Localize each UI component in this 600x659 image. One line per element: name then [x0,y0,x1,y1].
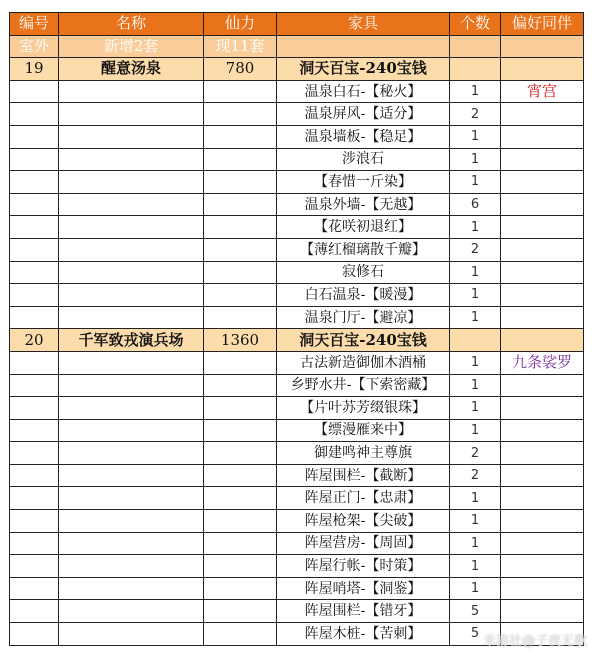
header-count: 个数 [450,13,501,36]
name-cell [59,238,204,261]
subheader-power: 现11套 [204,35,277,58]
table-row [10,510,584,533]
furniture-qty: 1 [450,351,501,374]
subheader-empty [277,35,450,58]
furniture-qty: 1 [450,148,501,171]
table-row [10,261,584,284]
partner-cell [501,238,584,261]
furniture-item: 御建鸣神主尊旗 [277,442,450,465]
group-furniture: 洞天百宝-240宝钱 [277,58,450,81]
power-cell [204,306,277,329]
furniture-item: 温泉门厅-【避凉】 [277,306,450,329]
power-cell [204,464,277,487]
header-partner: 偏好同伴 [501,13,584,36]
furniture-item: 乡野水井-【下索密藏】 [277,374,450,397]
table-row [10,284,584,307]
furniture-item: 阵屋围栏-【截断】 [277,464,450,487]
group-partner-empty [501,58,584,81]
name-cell [59,103,204,126]
partner-cell [501,261,584,284]
partner-name: 宵宫 [501,80,584,103]
table-row [10,216,584,239]
power-cell [204,238,277,261]
id-cell [10,193,59,216]
partner-cell [501,193,584,216]
group-partner-empty [501,329,584,352]
furniture-qty: 2 [450,103,501,126]
furniture-item: 温泉屏风-【适分】 [277,103,450,126]
furniture-item: 【片叶苏芳缀银珠】 [277,397,450,420]
header-furniture: 家具 [277,13,450,36]
table-row [10,238,584,261]
name-cell [59,261,204,284]
power-cell [204,623,277,646]
id-cell [10,80,59,103]
partner-cell [501,464,584,487]
partner-cell [501,487,584,510]
partner-cell [501,397,584,420]
subheader-empty [450,35,501,58]
name-cell [59,600,204,623]
furniture-qty: 2 [450,464,501,487]
table-row [10,487,584,510]
table-row [10,103,584,126]
watermark: 米游社@子夜无歌 [482,634,587,649]
id-cell [10,103,59,126]
furniture-item: 阵屋木桩-【苦刺】 [277,623,450,646]
table-row [10,351,584,374]
power-cell [204,351,277,374]
furniture-table [9,12,584,646]
partner-cell [501,419,584,442]
name-cell [59,80,204,103]
furniture-qty: 1 [450,532,501,555]
furniture-qty: 1 [450,216,501,239]
partner-cell [501,510,584,533]
name-cell [59,464,204,487]
subheader-name: 新增2套 [59,35,204,58]
partner-cell [501,600,584,623]
furniture-qty: 1 [450,284,501,307]
name-cell [59,397,204,420]
furniture-qty: 5 [450,600,501,623]
id-cell [10,306,59,329]
table-row [10,577,584,600]
furniture-item: 阵屋行帐-【时策】 [277,555,450,578]
partner-cell [501,442,584,465]
furniture-qty: 1 [450,577,501,600]
power-cell [204,125,277,148]
furniture-qty: 1 [450,374,501,397]
power-cell [204,600,277,623]
table-row [10,125,584,148]
table-row [10,80,584,103]
power-cell [204,103,277,126]
power-cell [204,374,277,397]
name-cell [59,216,204,239]
partner-cell [501,532,584,555]
furniture-table-body [10,13,584,646]
furniture-item: 【薄红榴璃散千瓣】 [277,238,450,261]
furniture-qty: 1 [450,261,501,284]
table-row [10,464,584,487]
power-cell [204,284,277,307]
name-cell [59,125,204,148]
name-cell [59,374,204,397]
table-row [10,374,584,397]
subheader-id: 室外 [10,35,59,58]
furniture-item: 温泉墙板-【稳足】 [277,125,450,148]
id-cell [10,216,59,239]
furniture-item: 阵屋营房-【周固】 [277,532,450,555]
header-power: 仙力 [204,13,277,36]
power-cell [204,397,277,420]
table-row [10,397,584,420]
table-row [10,532,584,555]
table-row [10,442,584,465]
group-id: 19 [10,58,59,81]
power-cell [204,216,277,239]
partner-cell [501,171,584,194]
subheader-empty [501,35,584,58]
name-cell [59,171,204,194]
id-cell [10,284,59,307]
group-count-empty [450,58,501,81]
name-cell [59,487,204,510]
power-cell [204,193,277,216]
partner-cell [501,103,584,126]
table-row [10,171,584,194]
furniture-item: 阵屋围栏-【错牙】 [277,600,450,623]
group-row [10,329,584,352]
power-cell [204,532,277,555]
id-cell [10,171,59,194]
furniture-qty: 1 [450,419,501,442]
power-cell [204,148,277,171]
table-row [10,419,584,442]
name-cell [59,442,204,465]
name-cell [59,419,204,442]
furniture-item: 温泉白石-【秘火】 [277,80,450,103]
furniture-item: 古法新造御伽木酒桶 [277,351,450,374]
name-cell [59,284,204,307]
furniture-qty: 6 [450,193,501,216]
partner-cell [501,148,584,171]
power-cell [204,80,277,103]
partner-cell [501,284,584,307]
furniture-qty: 1 [450,125,501,148]
header-name: 名称 [59,13,204,36]
id-cell [10,510,59,533]
name-cell [59,306,204,329]
furniture-item: 【缥漫雁来中】 [277,419,450,442]
id-cell [10,555,59,578]
power-cell [204,261,277,284]
table-row [10,193,584,216]
furniture-qty: 1 [450,510,501,533]
name-cell [59,623,204,646]
id-cell [10,397,59,420]
name-cell [59,148,204,171]
partner-cell [501,555,584,578]
furniture-qty: 2 [450,238,501,261]
furniture-qty: 1 [450,555,501,578]
table-row [10,306,584,329]
group-furniture: 洞天百宝-240宝钱 [277,329,450,352]
subheader-row [10,35,584,58]
group-row [10,58,584,81]
group-power: 1360 [204,329,277,352]
table-row [10,600,584,623]
partner-cell [501,125,584,148]
power-cell [204,555,277,578]
id-cell [10,442,59,465]
name-cell [59,351,204,374]
name-cell [59,510,204,533]
power-cell [204,419,277,442]
id-cell [10,623,59,646]
id-cell [10,487,59,510]
furniture-qty: 1 [450,171,501,194]
furniture-item: 阵屋哨塔-【洞鉴】 [277,577,450,600]
id-cell [10,600,59,623]
partner-cell [501,306,584,329]
id-cell [10,148,59,171]
header-id: 编号 [10,13,59,36]
id-cell [10,238,59,261]
furniture-qty: 1 [450,306,501,329]
furniture-qty: 2 [450,442,501,465]
id-cell [10,577,59,600]
name-cell [59,193,204,216]
furniture-item: 白石温泉-【暖漫】 [277,284,450,307]
power-cell [204,577,277,600]
name-cell [59,555,204,578]
furniture-item: 【春惜一斤染】 [277,171,450,194]
power-cell [204,442,277,465]
furniture-item: 温泉外墙-【无越】 [277,193,450,216]
id-cell [10,464,59,487]
furniture-item: 【花咲初退红】 [277,216,450,239]
id-cell [10,419,59,442]
id-cell [10,374,59,397]
partner-cell [501,216,584,239]
name-cell [59,532,204,555]
table-row [10,555,584,578]
furniture-item: 寂修石 [277,261,450,284]
id-cell [10,532,59,555]
furniture-qty: 1 [450,80,501,103]
header-row [10,13,584,36]
partner-name: 九条裟罗 [501,351,584,374]
id-cell [10,261,59,284]
group-id: 20 [10,329,59,352]
furniture-qty: 1 [450,487,501,510]
furniture-item: 涉浪石 [277,148,450,171]
name-cell [59,577,204,600]
power-cell [204,510,277,533]
group-count-empty [450,329,501,352]
furniture-qty: 5 [450,623,501,646]
group-name: 醒意汤泉 [59,58,204,81]
power-cell [204,487,277,510]
power-cell [204,171,277,194]
furniture-item: 阵屋枪架-【尖破】 [277,510,450,533]
furniture-item: 阵屋正门-【忠肃】 [277,487,450,510]
partner-cell [501,577,584,600]
furniture-qty: 1 [450,397,501,420]
group-power: 780 [204,58,277,81]
id-cell [10,351,59,374]
partner-cell [501,374,584,397]
id-cell [10,125,59,148]
table-row [10,148,584,171]
group-name: 千军致戎演兵场 [59,329,204,352]
